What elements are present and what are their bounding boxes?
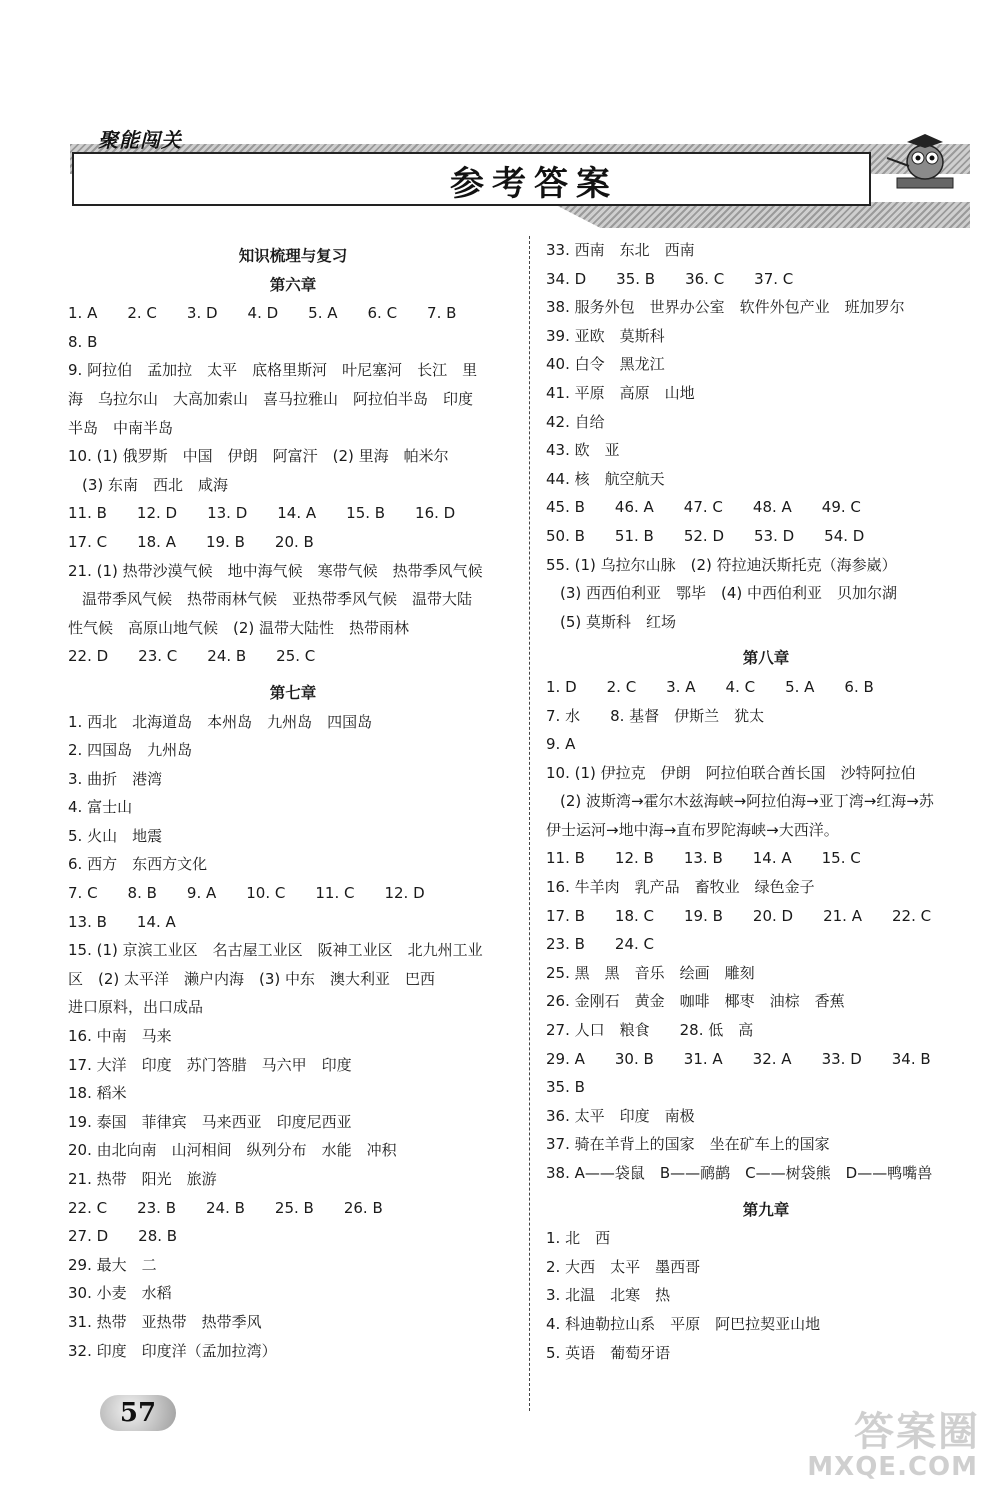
page-number: 57 xyxy=(100,1395,176,1431)
answer-line: 34. D 35. B 36. C 37. C xyxy=(546,269,794,288)
answer-line: 5. 火山 地震 xyxy=(68,826,163,845)
answer-line: (3) 东南 西北 咸海 xyxy=(82,475,229,494)
answer-line: 19. 泰国 菲律宾 马来西亚 印度尼西亚 xyxy=(68,1112,352,1131)
answer-line: 16. 牛羊肉 乳产品 畜牧业 绿色金子 xyxy=(546,878,815,897)
answer-line: 55. (1) 乌拉尔山脉 (2) 符拉迪沃斯托克（海参崴） xyxy=(546,555,897,574)
answer-line: 43. 欧 亚 xyxy=(546,441,620,460)
answer-line: 22. D 23. C 24. B 25. C xyxy=(68,647,316,666)
answer-line: 38. A——袋鼠 B——鸸鹋 C——树袋熊 D——鸭嘴兽 xyxy=(546,1164,933,1182)
left-column xyxy=(68,236,518,1365)
answer-line: 性气候 高原山地气候 (2) 温带大陆性 热带雨林 xyxy=(68,618,410,637)
answer-line: 9. 阿拉伯 孟加拉 太平 底格里斯河 叶尼塞河 长江 里 xyxy=(68,361,478,380)
right-column xyxy=(546,236,986,1367)
answer-line: 37. 骑在羊背上的国家 坐在矿车上的国家 xyxy=(546,1135,830,1154)
watermark-logo: 答案圈 xyxy=(854,1409,980,1455)
owl-teacher-icon xyxy=(885,128,965,192)
page-title: 参考答案 xyxy=(450,164,618,204)
answer-line: 3. 北温 北寒 热 xyxy=(546,1286,671,1305)
answer-line: 2. 大西 太平 墨西哥 xyxy=(546,1257,701,1276)
answer-line: 33. 西南 东北 西南 xyxy=(546,241,695,259)
answer-line: 25. 黑 黑 音乐 绘画 雕刻 xyxy=(546,963,755,982)
column-divider xyxy=(529,236,530,1411)
chapter-6-title: 第六章 xyxy=(269,275,317,294)
answer-line: (3) 西西伯利亚 鄂毕 (4) 中西伯利亚 贝加尔湖 xyxy=(560,584,898,603)
answer-line: 44. 核 航空航天 xyxy=(546,469,665,488)
answer-line: 7. 水 8. 基督 伊斯兰 犹太 xyxy=(546,706,765,725)
answer-line: 29. 最大 二 xyxy=(68,1255,157,1274)
answer-line: 30. 小麦 水稻 xyxy=(68,1284,172,1303)
answer-line: 半岛 中南半岛 xyxy=(68,418,174,437)
answer-line: 8. B xyxy=(68,332,98,351)
answer-line: 5. 英语 葡萄牙语 xyxy=(546,1343,671,1362)
answer-line: 42. 自给 xyxy=(546,412,605,431)
page-header xyxy=(70,118,970,230)
answer-line: 50. B 51. B 52. D 53. D 54. D xyxy=(546,526,865,545)
answer-line: 4. 富士山 xyxy=(68,798,133,817)
answer-line: 27. 人口 粮食 28. 低 高 xyxy=(546,1021,754,1040)
watermark-url: MXQE.COM xyxy=(807,1452,978,1482)
answer-line: 进口原料，出口成品 xyxy=(68,998,204,1017)
answer-line: 41. 平原 高原 山地 xyxy=(546,383,695,402)
chapter-7-title: 第七章 xyxy=(269,683,317,702)
answer-line: 10. (1) 俄罗斯 中国 伊朗 阿富汗 (2) 里海 帕米尔 xyxy=(68,447,449,466)
answer-line: 伊士运河→地中海→直布罗陀海峡→大西洋。 xyxy=(546,820,839,839)
answer-line: 17. C 18. A 19. B 20. B xyxy=(68,532,314,551)
answer-line: 36. 太平 印度 南极 xyxy=(546,1106,695,1125)
answer-line: 2. 四国岛 九州岛 xyxy=(68,741,193,760)
answer-line: 温带季风气候 热带雨林气候 亚热带季风气候 温带大陆 xyxy=(82,590,473,609)
answer-line: 20. 由北向南 山河相间 纵列分布 水能 冲积 xyxy=(68,1141,397,1160)
answer-line: 35. B xyxy=(546,1078,585,1097)
answer-line: 15. (1) 京滨工业区 名古屋工业区 阪神工业区 北九州工业 xyxy=(68,941,483,960)
answer-line: 26. 金刚石 黄金 咖啡 椰枣 油棕 香蕉 xyxy=(546,992,845,1011)
answer-line: 4. 科迪勒拉山系 平原 阿巴拉契亚山地 xyxy=(546,1314,821,1333)
answer-line: 1. A 2. C 3. D 4. D 5. A 6. C 7. B xyxy=(68,304,457,323)
answer-line: 18. 稻米 xyxy=(68,1084,127,1103)
answer-line: 22. C 23. B 24. B 25. B 26. B xyxy=(68,1198,383,1217)
answer-line: 1. 西北 北海道岛 本州岛 九州岛 四国岛 xyxy=(68,712,373,731)
section-title: 知识梳理与复习 xyxy=(238,247,348,265)
answer-line: 32. 印度 印度洋（孟加拉湾） xyxy=(68,1341,277,1360)
chapter-9-title: 第九章 xyxy=(742,1200,790,1219)
answer-line: 27. D 28. B xyxy=(68,1227,178,1246)
answer-line: 区 (2) 太平洋 濑户内海 (3) 中东 澳大利亚 巴西 xyxy=(68,969,436,988)
answer-line: 16. 中南 马来 xyxy=(68,1027,172,1046)
answer-line: 1. D 2. C 3. A 4. C 5. A 6. B xyxy=(546,677,874,696)
answer-line: 40. 白令 黑龙江 xyxy=(546,355,665,374)
answer-line: (5) 莫斯科 红场 xyxy=(560,612,677,631)
answer-line: 10. (1) 伊拉克 伊朗 阿拉伯联合酋长国 沙特阿拉伯 xyxy=(546,763,916,782)
answer-line: 1. 北 西 xyxy=(546,1229,611,1248)
answer-line: 6. 西方 东西方文化 xyxy=(68,855,208,874)
answer-line: 31. 热带 亚热带 热带季风 xyxy=(68,1312,262,1331)
answer-line: (2) 波斯湾→霍尔木兹海峡→阿拉伯海→亚丁湾→红海→苏 xyxy=(560,792,934,811)
answer-line: 21. (1) 热带沙漠气候 地中海气候 寒带气候 热带季风气候 xyxy=(68,561,483,580)
answer-line: 39. 亚欧 莫斯科 xyxy=(546,326,665,345)
answer-line: 29. A 30. B 31. A 32. A 33. D 34. B xyxy=(546,1049,931,1068)
answer-line: 海 乌拉尔山 大高加索山 喜马拉雅山 阿拉伯半岛 印度 xyxy=(68,389,474,408)
answer-line: 38. 服务外包 世界办公室 软件外包产业 班加罗尔 xyxy=(546,298,905,317)
brand-logo: 聚能闯关 xyxy=(98,128,182,152)
chapter-8-title: 第八章 xyxy=(742,649,790,668)
answer-line: 45. B 46. A 47. C 48. A 49. C xyxy=(546,498,861,517)
answer-line: 17. 大洋 印度 苏门答腊 马六甲 印度 xyxy=(68,1055,352,1074)
answer-line: 21. 热带 阳光 旅游 xyxy=(68,1170,217,1188)
answer-line: 7. C 8. B 9. A 10. C 11. C 12. D xyxy=(68,884,425,903)
answer-line: 17. B 18. C 19. B 20. D 21. A 22. C xyxy=(546,906,932,925)
answer-line: 11. B 12. B 13. B 14. A 15. C xyxy=(546,849,861,868)
answer-line: 13. B 14. A xyxy=(68,912,176,931)
answer-line: 11. B 12. D 13. D 14. A 15. B 16. D xyxy=(68,504,456,523)
answer-line: 3. 曲折 港湾 xyxy=(68,769,163,788)
answer-line: 9. A xyxy=(546,735,576,754)
answer-line: 23. B 24. C xyxy=(546,935,655,954)
